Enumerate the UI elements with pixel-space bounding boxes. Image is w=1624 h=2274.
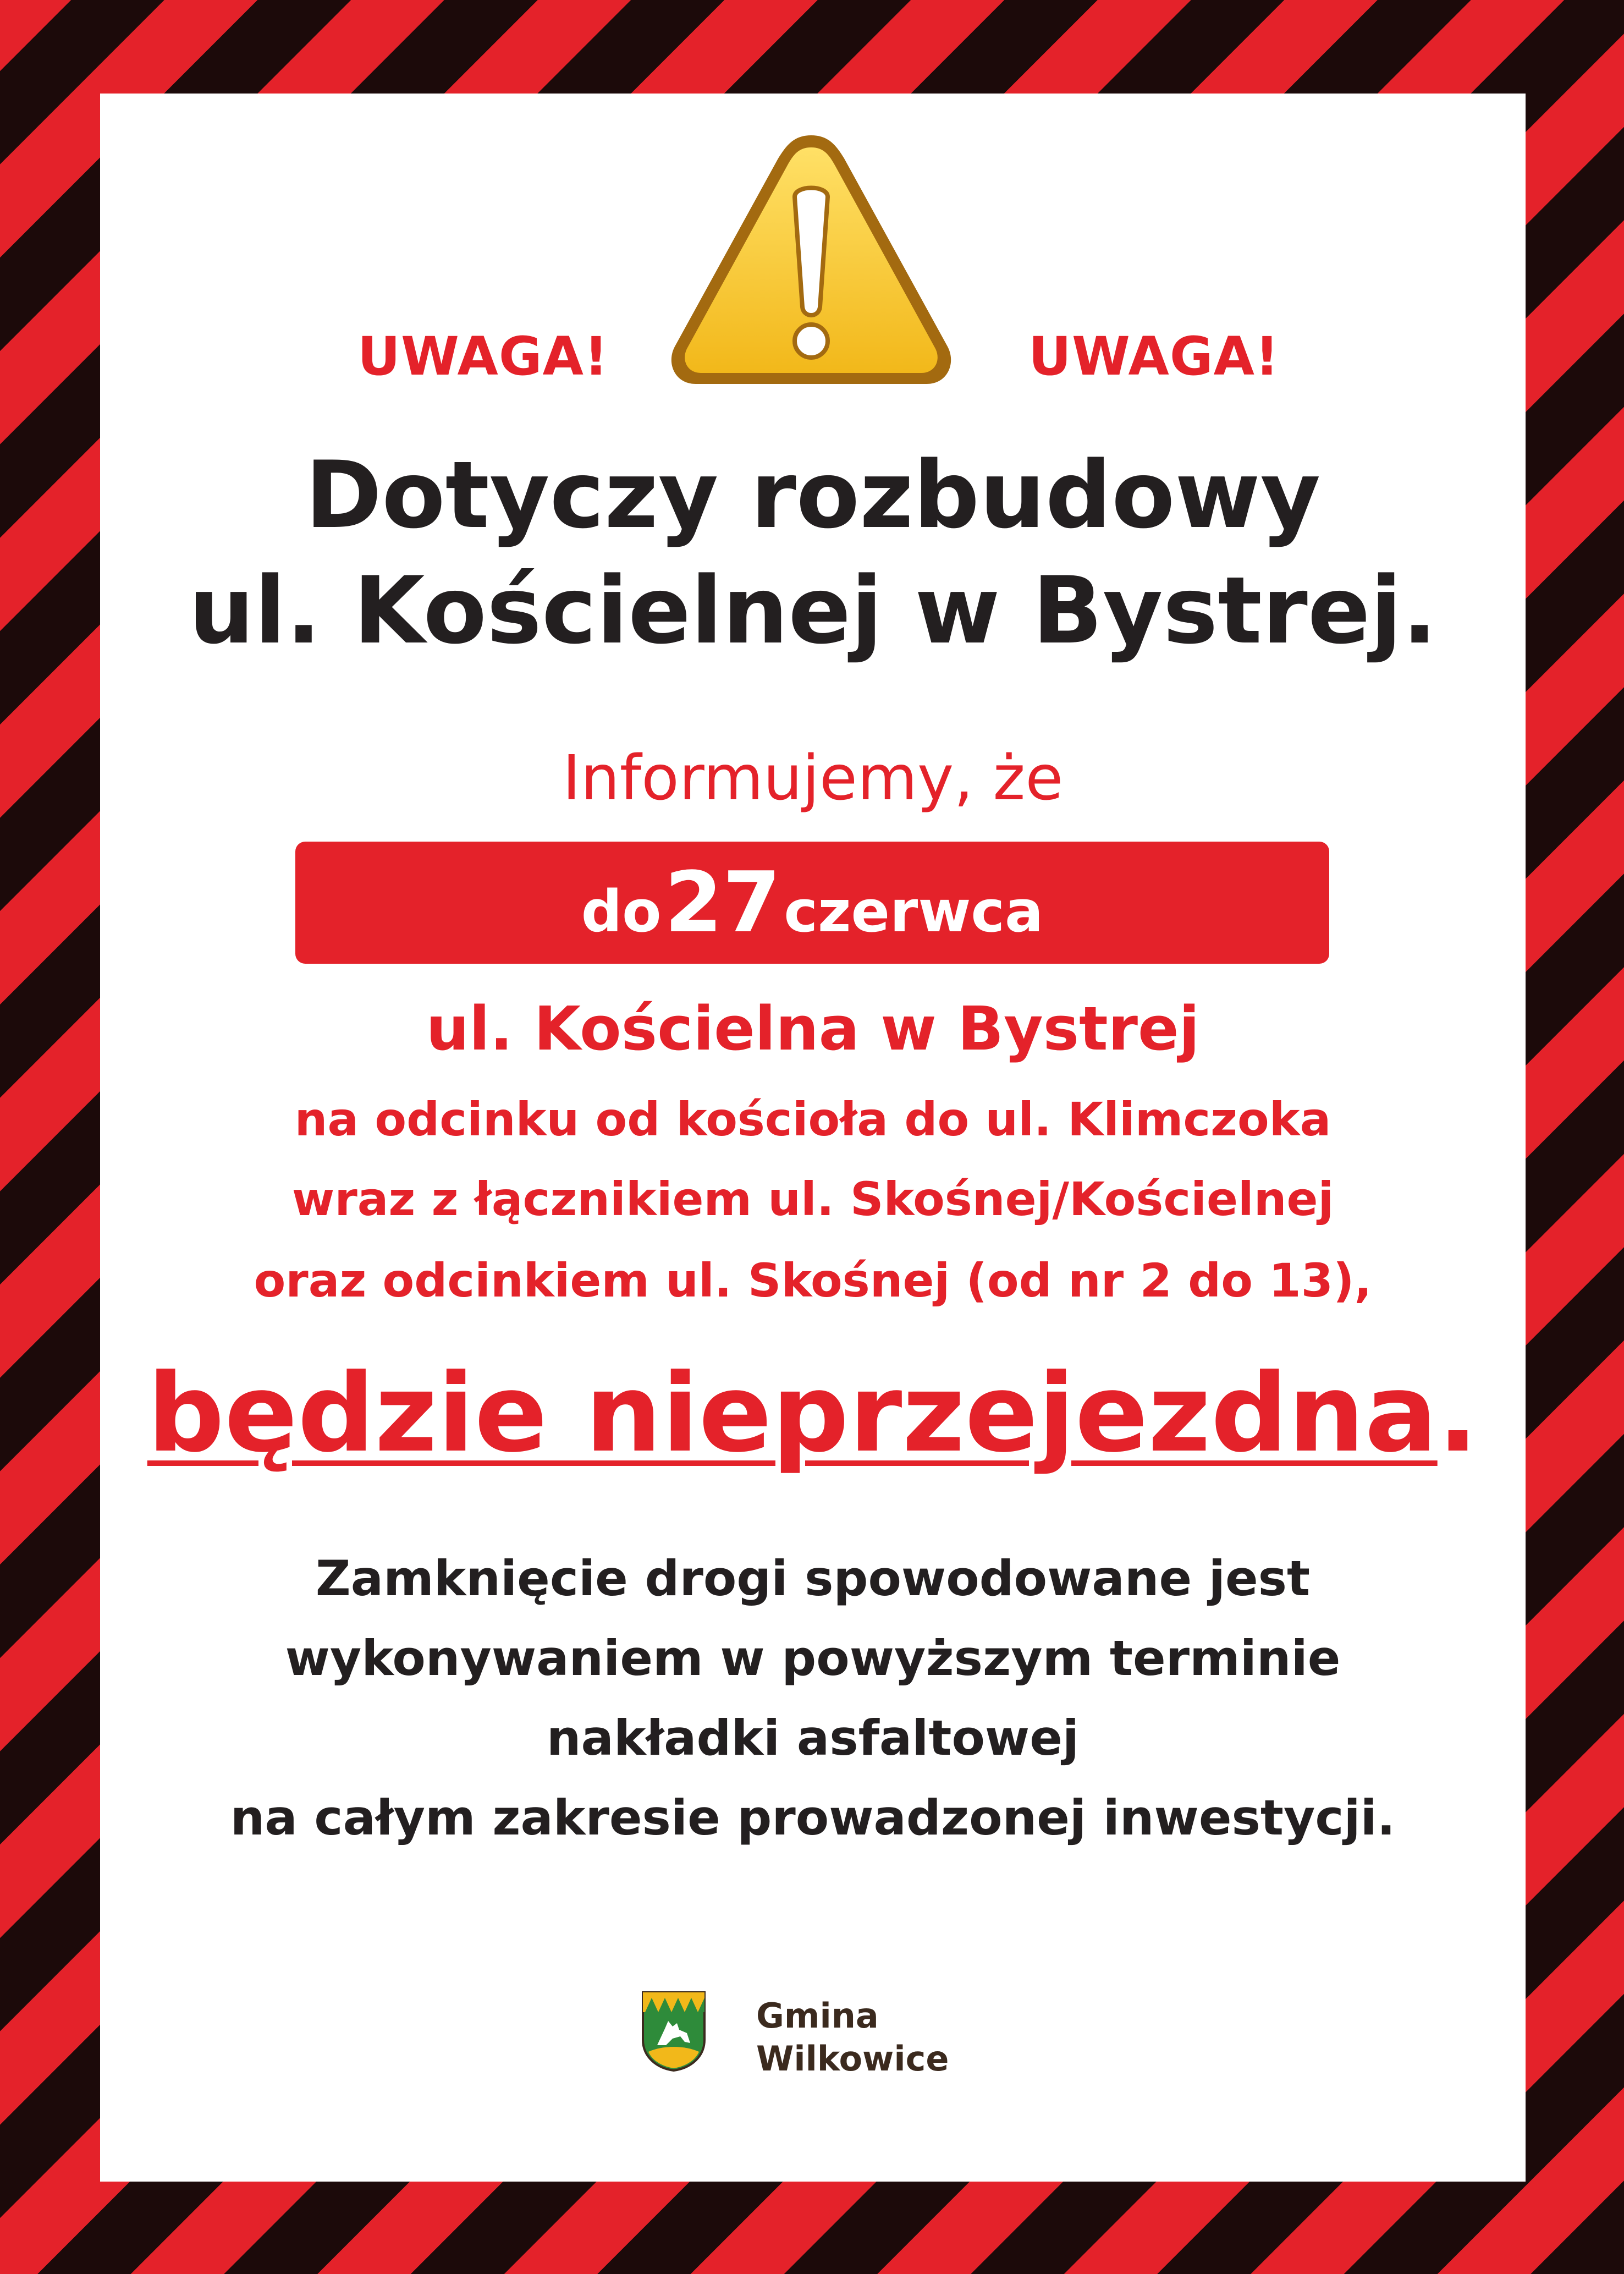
logo-text-line-1: Gmina: [756, 1996, 879, 2036]
warning-label-right: UWAGA!: [1028, 326, 1280, 387]
date-month: czerwca: [784, 878, 1044, 945]
page-title-line-2: ul. Kościelnej w Bystrej.: [188, 557, 1438, 664]
reason-line-4: na całym zakresie prowadzonej inwestycji.: [230, 1789, 1396, 1846]
street-section-line-1: na odcinku od kościoła do ul. Klimczoka: [294, 1092, 1331, 1146]
date-day: 27: [664, 854, 781, 951]
date-prefix: do: [581, 878, 662, 945]
page-title-line-1: Dotyczy rozbudowy: [305, 441, 1321, 549]
reason-line-1: Zamknięcie drogi spowodowane jest: [315, 1550, 1311, 1607]
street-name: ul. Kościelna w Bystrej: [426, 993, 1200, 1064]
closure-text: będzie nieprzejezdna: [147, 1351, 1438, 1476]
intro-text: Informujemy, że: [562, 743, 1064, 814]
closure-notice: [100, 1348, 1526, 1480]
closure-punct: .: [1437, 1351, 1479, 1476]
warning-triangle-icon: [663, 125, 960, 396]
warning-label-left: UWAGA!: [357, 326, 609, 387]
reason-line-3: nakładki asfaltowej: [546, 1710, 1080, 1766]
reason-line-2: wykonywaniem w powyższym terminie: [285, 1630, 1341, 1687]
municipality-crest-icon: [641, 1990, 707, 2072]
date-banner: [295, 842, 1329, 964]
street-section-line-2: wraz z łącznikiem ul. Skośnej/Kościelnej: [291, 1172, 1334, 1226]
logo-text-line-2: Wilkowice: [756, 2039, 949, 2079]
street-section-line-3: oraz odcinkiem ul. Skośnej (od nr 2 do 13),: [254, 1254, 1372, 1308]
